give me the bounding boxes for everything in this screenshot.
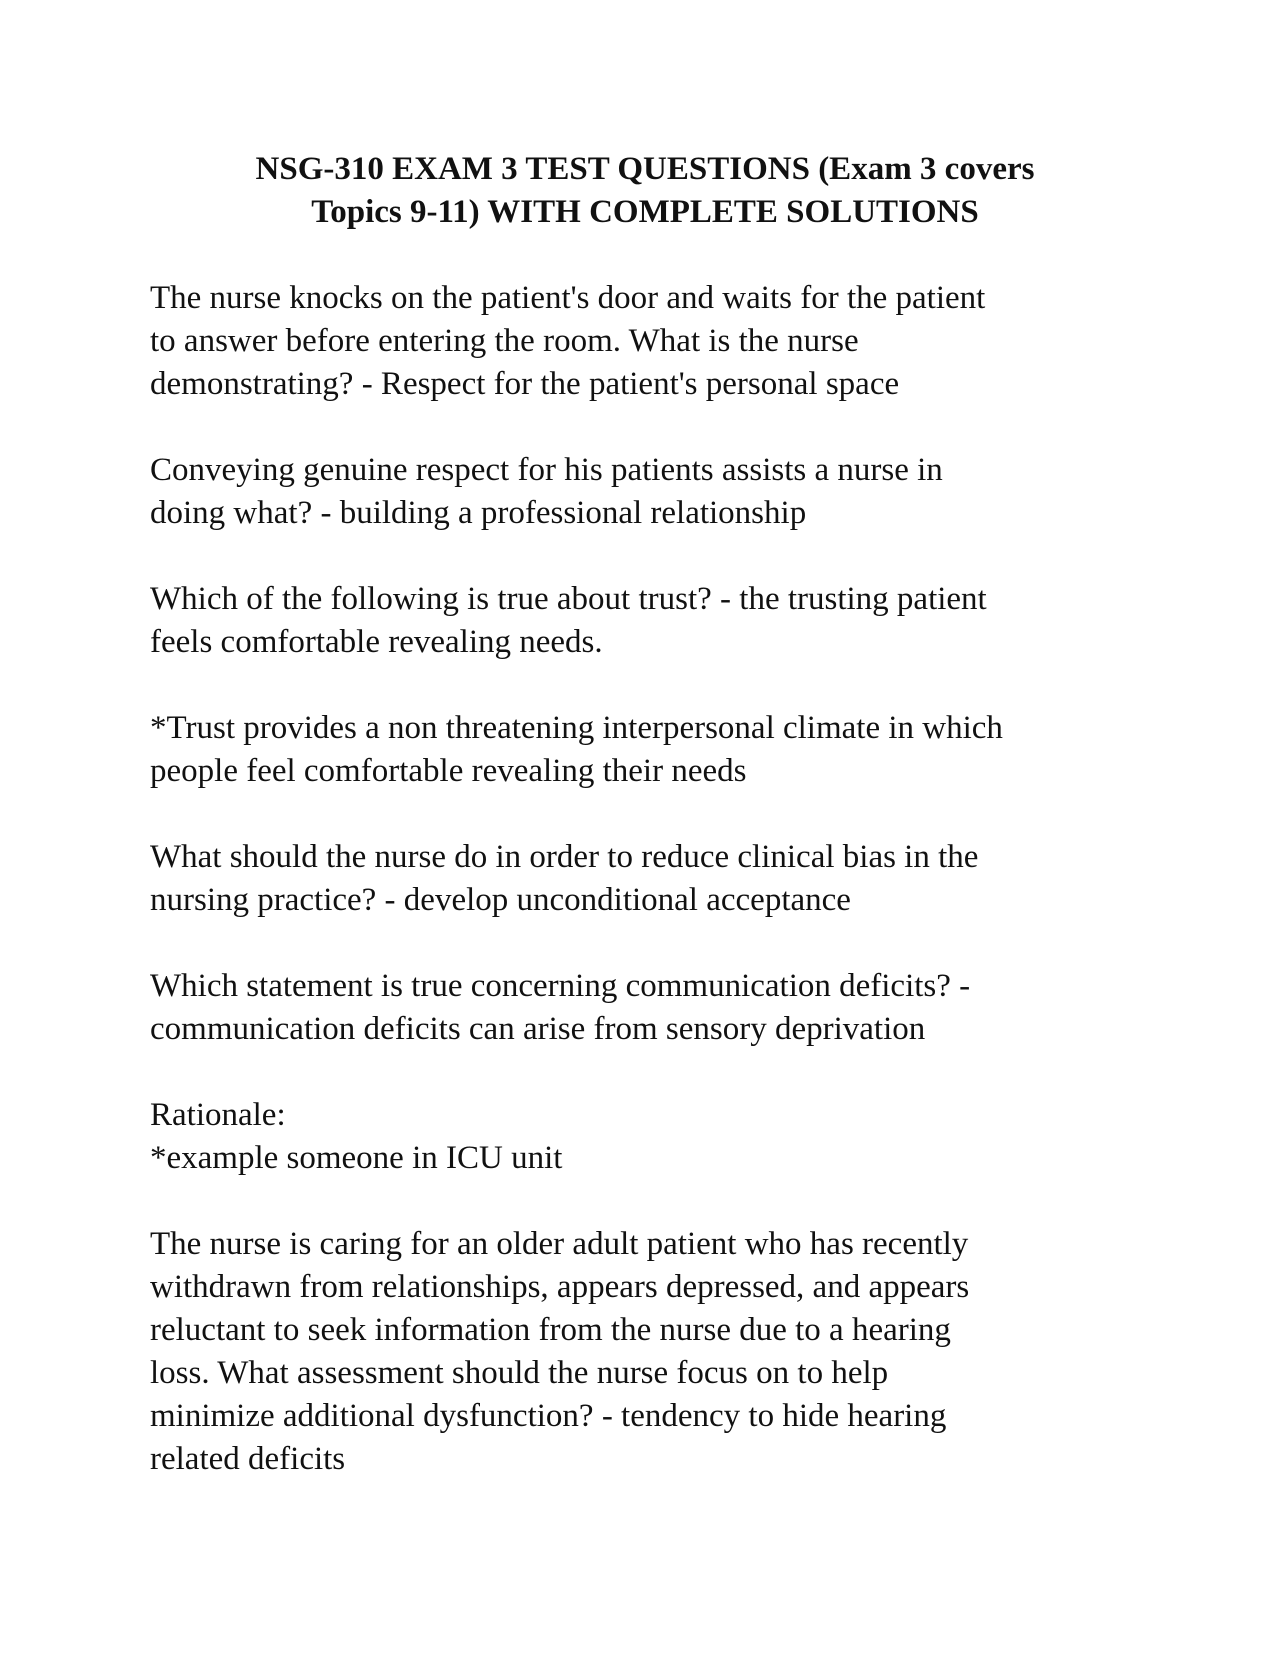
document-title: NSG-310 EXAM 3 TEST QUESTIONS (Exam 3 covers Topics 9-11) WITH COMPLETE SOLUTIONS [255, 151, 1035, 230]
document-page [150, 148, 1140, 1481]
qa-paragraph-4: *Trust provides a non threatening interpersonal climate in which people feel comfortable revealing their needs [150, 710, 1003, 789]
qa-paragraph-1: The nurse knocks on the patient's door and waits for the patient to answer before entering the room. What is the nurse demonstrating? - Respect for the patient's personal space [150, 280, 986, 402]
qa-paragraph-7: Rationale: *example someone in ICU unit [150, 1097, 563, 1176]
qa-paragraph-6: Which statement is true concerning communication deficits? - communication deficits can arise from sensory deprivation [150, 968, 971, 1047]
qa-paragraph-5: What should the nurse do in order to reduce clinical bias in the nursing practice? - develop unconditional acceptance [150, 839, 979, 918]
qa-paragraph-8: The nurse is caring for an older adult patient who has recently withdrawn from relationships, appears depressed, and appears reluctant to seek information from the nurse due to a hearing loss. What assessment should the nurse focus on to help minimize additional dysfunction? - tendency to hide hearing related deficits [150, 1226, 970, 1477]
qa-paragraph-2: Conveying genuine respect for his patients assists a nurse in doing what? - building a professional relationship [150, 452, 943, 531]
qa-paragraph-3: Which of the following is true about trust? - the trusting patient feels comfortable revealing needs. [150, 581, 987, 660]
